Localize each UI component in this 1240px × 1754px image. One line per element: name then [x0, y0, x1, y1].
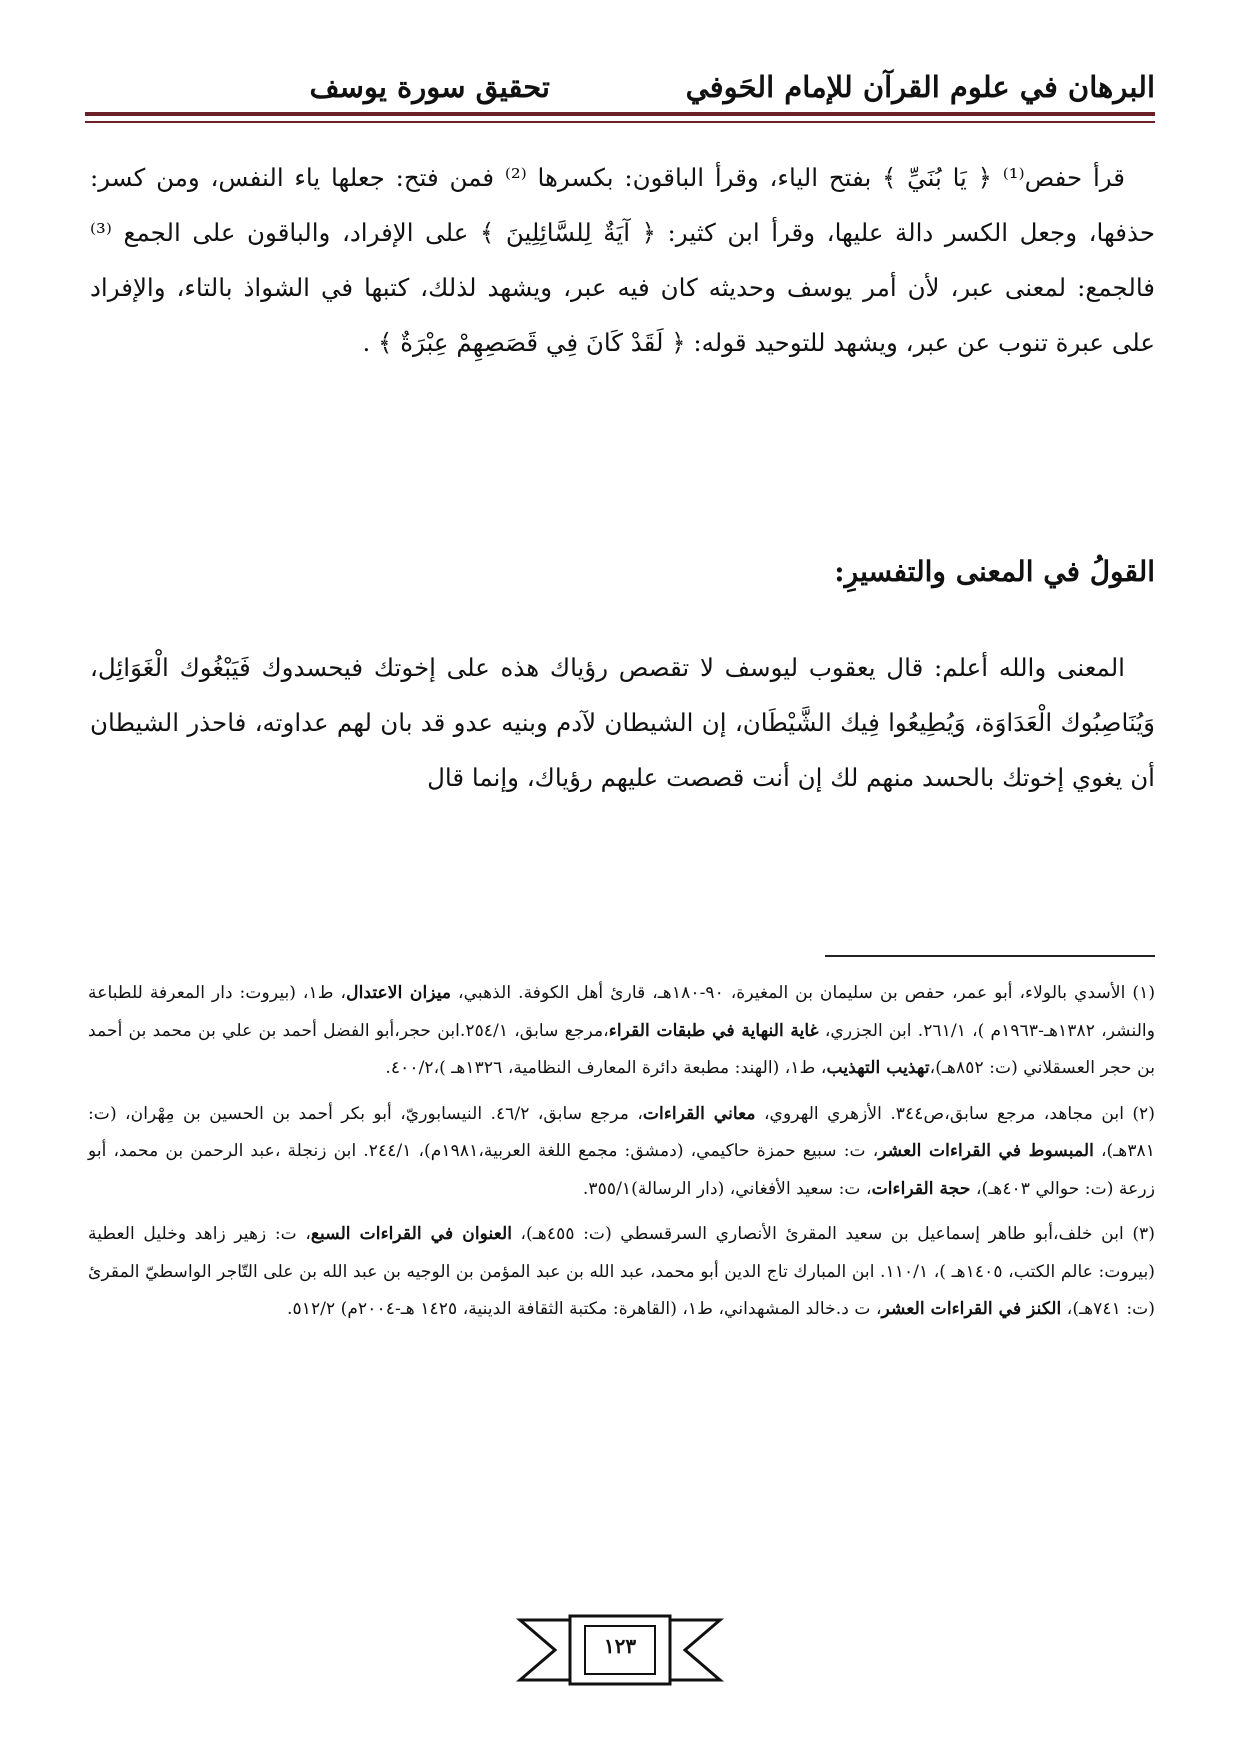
- footnote-text: (٣) ابن خلف،أبو طاهر إسماعيل بن سعيد المقرئ الأنصاري السرقسطي (ت: ٤٥٥هـ)،: [512, 1224, 1155, 1244]
- footnote-bold: المبسوط في القراءات العشر: [878, 1141, 1094, 1161]
- footnote-text: ، ت: زهير زاهد وخليل العطية (بيروت: عالم الكتب، ١٤٠٥هـ )، ١١٠/١. ابن المبارك تاج الدين أبو محمد، عبد الله بن عبد المؤمن بن الوجيه بن عبد الله بن على التّاجر الواسطيّ المقرئ (ت: ٧٤١هـ)،: [88, 1224, 1155, 1319]
- footnote-text: ، ت: سعيد الأفغاني، (دار الرسالة)٣٥٥/١.: [582, 1178, 872, 1199]
- footnote-3: [88, 1216, 1155, 1329]
- page-number: ١٢٣: [603, 1634, 637, 1658]
- footnote-bold: ميزان الاعتدال: [346, 983, 452, 1003]
- chapter-title: تحقيق سورة يوسف: [309, 70, 550, 104]
- main-text: [90, 150, 1155, 370]
- footnote-bold: غاية النهاية في طبقات القراء: [608, 1020, 819, 1041]
- footnote-text: ، ت د.خالد المشهداني، ط١، (القاهرة: مكتبة الثقافة الدينية، ١٤٢٥ هـ-٢٠٠٤م) ٥١٢/٢.: [287, 1299, 882, 1319]
- paragraph-readings: قرأ حفص⁽¹⁾ ﴿ يَا بُنَيِّ ﴾ بفتح الياء، وقرأ الباقون: بكسرها ⁽²⁾ فمن فتح: جعلها ياء النفس، ومن كسر: حذفها، وجعل الكسر دالة عليها، وقرأ ابن كثير: ﴿ آيَةٌ لِلسَّائِلِينَ ﴾ على الإفراد، والباقون على الجمع ⁽³⁾ فالجمع: لمعنى عبر، لأن أمر يوسف وحديثه كان فيه عبر، ويشهد لذلك، كتبها في الشواذ بالتاء، والإفراد على عبرة تنوب عن عبر، ويشهد للتوحيد قوله: ﴿ لَقَدْ كَانَ فِي قَصَصِهِمْ عِبْرَةٌ ﴾ .: [90, 163, 1155, 357]
- paragraph-meaning: المعنى والله أعلم: قال يعقوب ليوسف لا تقصص رؤياك هذه على إخوتك فيحسدوك فَيَبْغُوك الْغَوَائِل، وَيُنَاصِبُوك الْعَدَاوَة، وَيُطِيعُوا فِيك الشَّيْطَان، إن الشيطان لآدم وبنيه عدو قد بان لهم عداوته، فاحذر الشيطان أن يغوي إخوتك بالحسد منهم لك إن أنت قصصت عليهم رؤياك، وإنما قال: [90, 653, 1155, 792]
- footnote-bold: حجة القراءات: [871, 1178, 971, 1199]
- footnote-text: ،مرجع سابق، ٢٥٤/١.ابن حجر،أبو الفضل أحمد بن علي بن محمد بن أحمد بن حجر العسقلاني (ت: ٨٥٢هـ)،: [88, 1020, 1155, 1078]
- page-number-ribbon: [515, 1612, 725, 1688]
- section-heading: القولُ في المعنى والتفسيرِ:: [834, 555, 1155, 588]
- header-rule-thin: [85, 121, 1155, 123]
- footnotes: [88, 975, 1155, 1337]
- footnote-bold: تهذيب التهذيب: [826, 1058, 930, 1078]
- footnote-text: ، ط١، (بيروت: دار المعرفة للطباعة والنشر، ١٣٨٢هـ-١٩٦٣م )، ٢٦١/١. ابن الجزري،: [88, 983, 1156, 1041]
- footnote-text: ، ت: سبيع حمزة حاكيمي، (دمشق: مجمع اللغة العربية،١٩٨١م)، ٢٤٤/١. ابن زنجلة ،عبد الرحمن بن محمد، أبو زرعة (ت: حوالي ٤٠٣هـ)،: [88, 1141, 1155, 1199]
- header-rule-thick: [85, 112, 1155, 116]
- footnote-bold: الكنز في القراءات العشر: [881, 1299, 1062, 1319]
- main-text-2: [90, 640, 1155, 805]
- footnote-text: ، مرجع سابق، ٤٦/٢. النيسابوريّ، أبو بكر أحمد بن الحسين بن مِهْران، (ت: ٣٨١هـ)،: [88, 1103, 1156, 1161]
- footnote-bold: معاني القراءات: [642, 1103, 756, 1124]
- page-header: [85, 70, 1155, 110]
- footnote-bold: العنوان في القراءات السبع: [310, 1224, 512, 1244]
- footnote-1: [88, 975, 1155, 1088]
- book-title: البرهان في علوم القرآن للإمام الحَوفي: [685, 70, 1155, 104]
- footnote-2: [88, 1096, 1155, 1209]
- footnote-separator: [825, 955, 1155, 957]
- footnote-text: ، ط١، (الهند: مطبعة دائرة المعارف النظامية، ١٣٢٦هـ )،٤٠٠/٢.: [385, 1058, 827, 1078]
- footnote-text: (٢) ابن مجاهد، مرجع سابق،ص٣٤٤. الأزهري الهروي،: [755, 1103, 1155, 1124]
- footnote-text: (١) الأسدي بالولاء، أبو عمر، حفص بن سليمان بن المغيرة، ٩٠-١٨٠هـ، قارئ أهل الكوفة. الذهبي،: [451, 983, 1156, 1003]
